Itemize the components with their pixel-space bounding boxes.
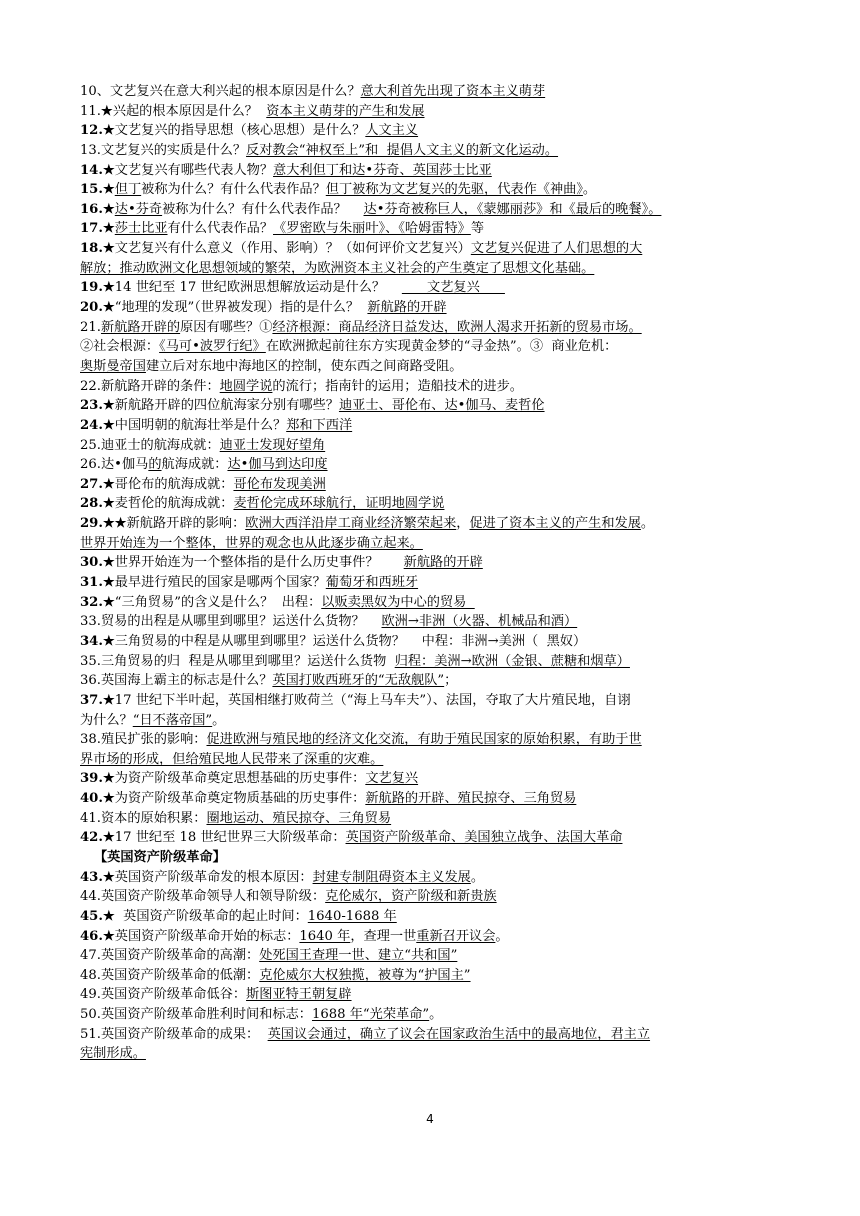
- text-line: [80, 121, 780, 141]
- answer-text: 新航路的开辟、殖民掠夺、三角贸易: [365, 791, 577, 807]
- text-line: [80, 1025, 780, 1045]
- question-text: 有什么代表作品？: [167, 221, 274, 237]
- question-text: 。: [212, 712, 226, 728]
- text-line: [80, 298, 780, 318]
- text-line: [80, 730, 780, 750]
- question-text: 新航路开辟的四位航海家分别有哪些？: [114, 398, 339, 414]
- document-body: [80, 82, 780, 1064]
- text-line: [80, 1044, 780, 1064]
- question-text: 17 世纪下半叶起，英国相继打败荷兰（“海上马车夫”）、法国，夺取了大片殖民地，自诩: [114, 692, 631, 708]
- answer-text: 葡萄牙和西班牙: [325, 575, 419, 591]
- text-line: [80, 455, 780, 475]
- answer-text: 1640 年: [299, 928, 351, 944]
- text-line: [80, 416, 780, 436]
- question-text: 44.英国资产阶级革命领导人和领导阶级：: [80, 889, 326, 905]
- question-text: ★: [100, 103, 113, 119]
- answer-text: 文艺复兴: [401, 280, 505, 296]
- text-line: [80, 318, 780, 338]
- question-text: 17.★: [80, 221, 115, 237]
- text-line: [80, 1005, 780, 1025]
- question-text: 麦哲伦的航海成就：: [114, 496, 234, 512]
- question-text: 38.殖民扩张的影响：: [80, 732, 207, 748]
- question-text: 45.★: [80, 908, 115, 924]
- text-line: [80, 985, 780, 1005]
- text-line: [80, 691, 780, 711]
- answer-text: 克伦威尔大权独揽，被尊为“护国主”: [259, 967, 471, 983]
- answer-text: 地圆学说: [219, 378, 273, 394]
- question-text: 为什么？: [80, 712, 133, 728]
- question-text: 世界开始连为一个整体指的是什么历史事件？: [114, 555, 404, 571]
- question-text: 。: [429, 1007, 443, 1023]
- answer-text: 但丁: [114, 182, 142, 198]
- question-text: 。: [582, 182, 597, 198]
- answer-text: 达•伽马到达印度: [227, 457, 328, 473]
- question-text: 三角贸易的中程是从哪里到哪里？运送什么货物？ 中程：非洲→美洲（ 黑奴）: [114, 633, 587, 649]
- text-line: [80, 868, 780, 888]
- text-line: [80, 494, 780, 514]
- text-line: [80, 652, 780, 672]
- question-text: 等: [470, 221, 485, 237]
- question-text: “三角贸易”的含义是什么？ 出程：: [114, 594, 322, 610]
- question-text: “地理的发现”（世界被发现）指的是什么？: [114, 300, 368, 316]
- answer-text: 新航路的开辟: [367, 300, 447, 316]
- answer-text: 文艺复兴促进了人们思想的大: [470, 241, 643, 257]
- question-text: 40.★: [80, 791, 115, 807]
- answer-text: 封建专制阻碍资本主义发展: [312, 869, 471, 885]
- answer-text: 的: [148, 457, 162, 473]
- text-line: [80, 239, 780, 259]
- question-text: 20.★: [80, 300, 115, 316]
- text-line: [80, 927, 780, 947]
- question-text: 27.★: [80, 476, 115, 492]
- text-line: [80, 219, 780, 239]
- text-line: [80, 141, 780, 161]
- question-text: 。: [640, 516, 655, 532]
- text-line: [80, 966, 780, 986]
- question-text: 43.★: [80, 869, 115, 885]
- answer-text: 欧洲大西洋沿岸工商业经济繁荣起来: [245, 516, 457, 532]
- question-text: 为资产阶级革命奠定思想基础的历史事件：: [114, 771, 366, 787]
- question-text: 37.★: [80, 692, 115, 708]
- question-text: 13.文艺复兴的实质是什么？: [80, 142, 247, 158]
- text-line: [80, 887, 780, 907]
- answer-text: 哥伦布发现美洲: [233, 476, 326, 492]
- question-text: 17 世纪至 18 世纪世界三大阶级革命：: [114, 830, 346, 846]
- text-line: [80, 102, 780, 122]
- question-text: 22.新航路开辟的条件：: [80, 378, 220, 394]
- text-line: [80, 789, 780, 809]
- question-text: 建立后对东地中海地区的控制，使东西之间商路受阻。: [145, 358, 463, 374]
- question-text: ②社会根源：: [80, 339, 160, 355]
- answer-text: 欧洲→非洲（火器、机械品和酒）: [381, 614, 578, 630]
- answer-text: 达•芬奇: [114, 201, 163, 217]
- text-line: [80, 475, 780, 495]
- text-line: [80, 337, 780, 357]
- question-text: 英国资产阶级革命的起止时间：: [114, 908, 308, 924]
- text-line: [80, 436, 780, 456]
- text-line: [80, 828, 780, 848]
- text-line: [80, 573, 780, 593]
- question-text: 26.达•伽马: [80, 457, 149, 473]
- answer-text: 1640-1688 年: [307, 908, 397, 924]
- question-text: 48.英国资产阶级革命的低潮：: [80, 967, 260, 983]
- question-text: 19.★: [80, 280, 115, 296]
- text-line: [80, 769, 780, 789]
- question-text: 14 世纪至 17 世纪欧洲思想解放运动是什么？: [114, 280, 402, 296]
- answer-text: 达•芬奇被称巨人，《蒙娜丽莎》和《最后的晚餐》。: [363, 201, 662, 217]
- answer-text: 1688 年“光荣革命”: [311, 1007, 430, 1023]
- question-text: 21.: [80, 319, 101, 335]
- question-text: 12.★: [80, 123, 115, 139]
- text-line: [80, 357, 780, 377]
- answer-text: 新航路开辟的: [100, 319, 181, 335]
- text-line: [80, 82, 780, 102]
- answer-text: 英国打败西班牙的“无敌舰队”: [272, 673, 445, 689]
- answer-text: 意大利但丁和达•芬奇、英国莎士比亚: [273, 162, 492, 178]
- answer-text: 界市场的形成，但给殖民地人民带来了深重的灾难。: [80, 751, 384, 767]
- question-text: 25.迪亚士的航海成就：: [80, 437, 220, 453]
- question-text: 33.贸易的出程是从哪里到哪里？运送什么货物？: [80, 614, 382, 630]
- text-line: [80, 514, 780, 534]
- answer-text: 以贩卖黑奴为中心的贸易: [321, 594, 475, 610]
- question-text: 18.★: [80, 241, 115, 257]
- answer-text: 英国资产阶级革命、美国独立战争、法国大革命: [345, 830, 623, 846]
- question-text: 41.资本的原始积累：: [80, 810, 207, 826]
- question-text: 为资产阶级革命奠定物质基础的历史事件：: [114, 791, 366, 807]
- question-text: 兴起的根本原因是什么？: [112, 103, 267, 119]
- question-text: 32.★: [80, 594, 115, 610]
- answer-text: 麦哲伦完成环球航行，证明地圆学说: [233, 496, 445, 512]
- question-text: 英国资产阶级革命发的根本原因：: [114, 869, 313, 885]
- question-text: 【英国资产阶级革命】: [94, 849, 226, 865]
- answer-text: 促进欧洲与殖民地的经济文化交流，有助于殖民国家的原始积累，有助于世: [206, 732, 642, 748]
- answer-text: 新航路的开辟: [403, 555, 483, 571]
- question-text: 51.英国资产阶级革命的成果：: [80, 1026, 268, 1042]
- question-text: 被称为什么？有什么代表作品？: [141, 182, 326, 198]
- text-line: [80, 278, 780, 298]
- text-line: [80, 553, 780, 573]
- answer-text: 英国议会通过，确立了议会在国家政治生活中的最高地位，君主立: [267, 1026, 651, 1042]
- text-line: [80, 200, 780, 220]
- answer-text: 世界开始连为一个整体: [80, 535, 212, 551]
- question-text: 中国明朝的航海壮举是什么？: [114, 417, 287, 433]
- text-line: [80, 534, 780, 554]
- answer-text: 文艺复兴: [365, 771, 419, 787]
- answer-text: 克伦威尔，资产阶级和新贵族: [325, 889, 497, 905]
- answer-text: 《罗密欧与朱丽叶》、《哈姆雷特》: [273, 221, 471, 237]
- question-text: 30.★: [80, 555, 115, 571]
- question-text: 英国资产阶级革命开始的标志：: [114, 928, 300, 944]
- question-text: 49.英国资产阶级革命低谷：: [80, 987, 247, 1003]
- answer-text: 处死国王查理一世、建立“共和国”: [259, 948, 458, 964]
- text-line: [80, 161, 780, 181]
- text-line: [80, 848, 780, 868]
- question-text: 23.★: [80, 398, 115, 414]
- text-line: [80, 612, 780, 632]
- question-text: 航海成就：: [161, 457, 228, 473]
- question-text: 39.★: [80, 771, 115, 787]
- answer-text: 促进了资本主义的产生和发展: [469, 516, 641, 532]
- question-text: 24.★: [80, 417, 115, 433]
- answer-text: “日不落帝国”: [132, 712, 213, 728]
- text-line: [80, 377, 780, 397]
- answer-text: 奥斯曼帝国: [80, 358, 146, 374]
- answer-text: 但丁被称为文艺复兴的先驱，代表作《神曲》: [325, 182, 583, 198]
- answer-text: 宪制形成。: [80, 1046, 146, 1062]
- question-text: 50.英国资产阶级革命胜利时间和标志：: [80, 1007, 312, 1023]
- answer-text: 重新召开议会: [416, 928, 496, 944]
- text-line: [80, 259, 780, 279]
- question-text: 36.英国海上霸主的标志是什么？: [80, 673, 273, 689]
- page-number: 4: [426, 1112, 434, 1126]
- question-text: 在欧洲掀起前往东方实现黄金梦的“寻金热”。③ 商业危机：: [265, 339, 618, 355]
- question-text: ；: [444, 673, 458, 689]
- question-text: 42.★: [80, 830, 115, 846]
- question-text: ，: [456, 516, 470, 532]
- answer-text: 反对教会“神权至上”和 提倡人文主义的新文化运动。: [246, 142, 559, 158]
- text-line: [80, 396, 780, 416]
- text-line: [80, 946, 780, 966]
- answer-text: 意大利首先出现了资本主义萌芽: [360, 84, 546, 99]
- question-text: 10、文艺复兴在意大利兴起的根本原因是什么？: [80, 84, 361, 99]
- answer-text: 斯图亚特王朝复辟: [246, 987, 352, 1003]
- answer-text: 人文主义: [365, 123, 419, 139]
- question-text: 28.★: [80, 496, 115, 512]
- question-text: 34.★: [80, 633, 115, 649]
- question-text: 31.★: [80, 575, 115, 591]
- question-text: 14.★: [80, 162, 115, 178]
- text-line: [80, 671, 780, 691]
- question-text: 的流行；指南针的运用；造船技术的进步。: [272, 378, 523, 394]
- answer-text: 迪亚士发现好望角: [219, 437, 326, 453]
- text-line: [80, 711, 780, 731]
- answer-text: 迪亚士、哥伦布、达•伽马、麦哲伦: [338, 398, 545, 414]
- answer-text: 解放；推动欧洲文化思想领域的繁荣，为欧洲资本主义社会的产生奠定了思想文化基础。: [80, 260, 595, 276]
- question-text: 新航路开辟的影响：: [126, 516, 246, 532]
- question-text: 原因有哪些？①: [180, 319, 273, 335]
- answer-text: 资本主义萌芽的产生和发展: [266, 103, 425, 119]
- answer-text: 郑和下西洋: [286, 417, 353, 433]
- text-line: [80, 593, 780, 613]
- question-text: 文艺复兴有哪些代表人物？: [114, 162, 274, 178]
- answer-text: 经济根源：商品经济日益发达，欧洲人渴求开拓新的贸易市场。: [272, 319, 642, 335]
- answer-text: 归程：美洲→欧洲（金银、蔗糖和烟草）: [394, 653, 630, 669]
- question-text: 最早进行殖民的国家是哪两个国家？: [114, 575, 326, 591]
- answer-text: ，世界的观念也从此逐步确立起来。: [211, 535, 423, 551]
- question-text: 。: [470, 869, 485, 885]
- question-text: 11.: [80, 103, 101, 119]
- question-text: 29.★★: [80, 516, 127, 532]
- text-line: [80, 750, 780, 770]
- text-line: [80, 180, 780, 200]
- answer-text: 《马可•波罗行纪》: [159, 339, 266, 355]
- question-text: 哥伦布的航海成就：: [114, 476, 234, 492]
- text-line: [80, 809, 780, 829]
- question-text: 35.三角贸易的归 程是从哪里到哪里？运送什么货物: [80, 653, 395, 669]
- text-line: [80, 907, 780, 927]
- question-text: 被称为什么？有什么代表作品？: [162, 201, 364, 217]
- question-text: 文艺复兴有什么意义（作用、影响）？（如何评价文艺复兴）: [114, 241, 471, 257]
- question-text: 15.★: [80, 182, 115, 198]
- question-text: 46.★: [80, 928, 115, 944]
- answer-text: 莎士比亚: [114, 221, 168, 237]
- question-text: 文艺复兴的指导思想（核心思想）是什么？: [114, 123, 366, 139]
- question-text: 。: [495, 928, 509, 944]
- text-line: [80, 632, 780, 652]
- question-text: 16.★: [80, 201, 115, 217]
- question-text: 47.英国资产阶级革命的高潮：: [80, 948, 260, 964]
- question-text: ，查理一世: [350, 928, 417, 944]
- answer-text: 圈地运动、殖民掠夺、三角贸易: [206, 810, 392, 826]
